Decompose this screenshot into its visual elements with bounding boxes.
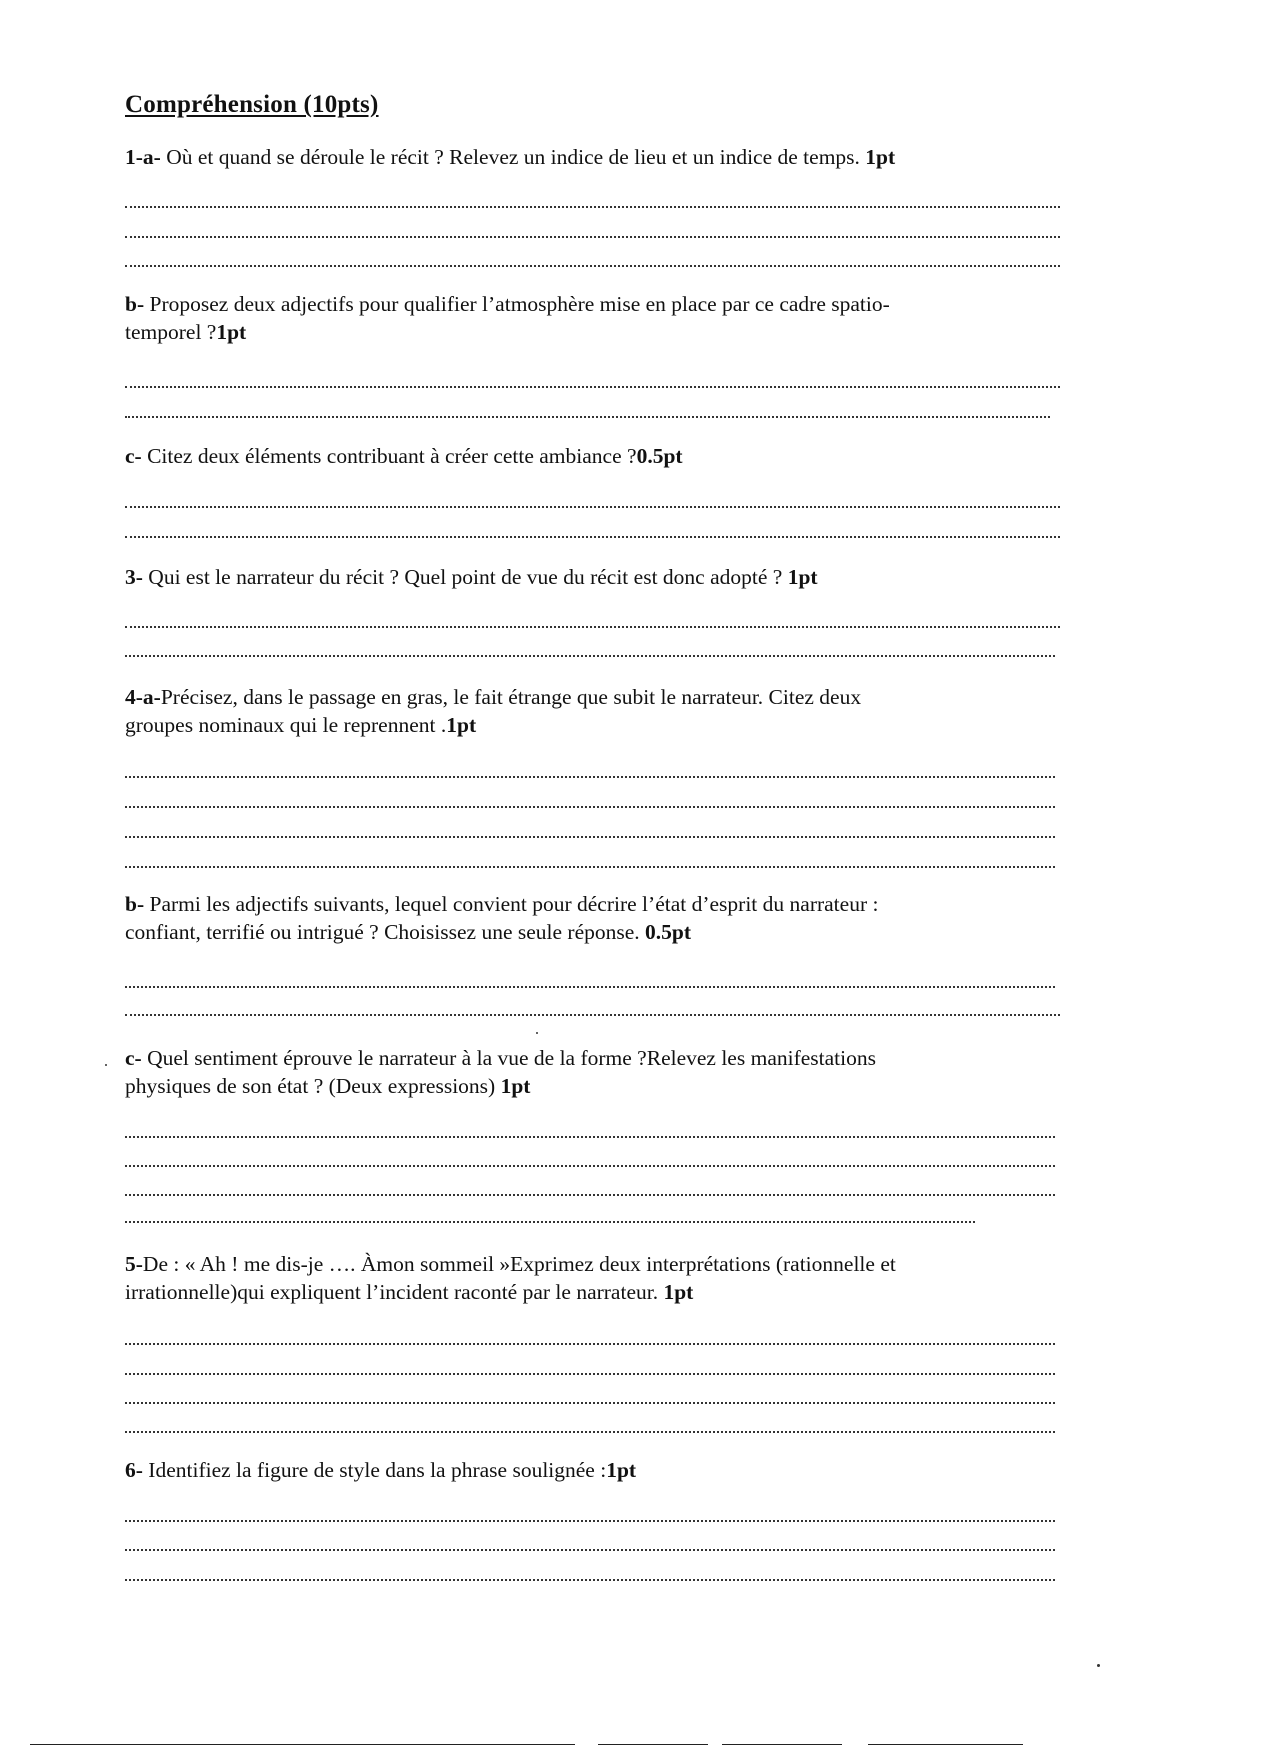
answer-line[interactable] xyxy=(125,649,1055,657)
answer-line[interactable] xyxy=(125,1130,1055,1138)
question-points: 1pt xyxy=(216,320,247,344)
question-points: 1pt xyxy=(446,713,477,737)
question-5-cont xyxy=(125,1278,693,1306)
question-3 xyxy=(125,563,818,591)
question-4b-cont xyxy=(125,918,691,946)
answer-line[interactable] xyxy=(125,1215,975,1223)
question-points: 1pt xyxy=(859,145,896,169)
answer-line[interactable] xyxy=(125,1425,1055,1433)
answer-line[interactable] xyxy=(125,230,1060,238)
question-number: 5- xyxy=(125,1252,143,1276)
answer-line[interactable] xyxy=(125,500,1060,508)
question-number: c- xyxy=(125,1046,142,1070)
question-4c-cont xyxy=(125,1072,530,1100)
question-text: Citez deux éléments contribuant à créer cette ambiance ? xyxy=(141,444,637,468)
answer-line[interactable] xyxy=(125,1159,1055,1167)
question-number: 1-a- xyxy=(125,145,161,169)
question-text: Identifiez la figure de style dans la phrase soulignée : xyxy=(142,1458,607,1482)
question-1b-cont xyxy=(125,318,246,346)
question-number: 6- xyxy=(125,1458,143,1482)
question-6 xyxy=(125,1456,636,1484)
question-points: 0.5pt xyxy=(636,444,683,468)
question-1b xyxy=(125,290,890,318)
answer-line[interactable] xyxy=(125,1188,1055,1196)
question-text: Qui est le narrateur du récit ? Quel point de vue du récit est donc adopté ? xyxy=(142,565,783,589)
answer-line[interactable] xyxy=(125,1008,1060,1016)
answer-line[interactable] xyxy=(125,259,1060,267)
footer-rule xyxy=(598,1744,708,1745)
footer-rule xyxy=(868,1744,1023,1745)
question-text: physiques de son état ? (Deux expressions) xyxy=(125,1074,496,1098)
question-number: 4-a- xyxy=(125,685,161,709)
question-number: b- xyxy=(125,292,145,316)
question-text: Parmi les adjectifs suivants, lequel convient pour décrire l’état d’esprit du narrateur : xyxy=(144,892,879,916)
question-number: c- xyxy=(125,444,142,468)
question-number: b- xyxy=(125,892,145,916)
question-text: temporel ? xyxy=(125,320,217,344)
answer-line[interactable] xyxy=(125,410,1050,418)
question-text: groupes nominaux qui le reprennent . xyxy=(125,713,447,737)
answer-line[interactable] xyxy=(125,1337,1055,1345)
question-text: Où et quand se déroule le récit ? Relevez un indice de lieu et un indice de temps. xyxy=(160,145,860,169)
question-text: Quel sentiment éprouve le narrateur à la vue de la forme ?Relevez les manifestations xyxy=(141,1046,876,1070)
answer-line[interactable] xyxy=(125,1573,1055,1581)
answer-line[interactable] xyxy=(125,1367,1055,1375)
question-text: Proposez deux adjectifs pour qualifier l’atmosphère mise en place par ce cadre spatio- xyxy=(144,292,890,316)
question-points: 1pt xyxy=(495,1074,531,1098)
question-points: 1pt xyxy=(658,1280,694,1304)
answer-line[interactable] xyxy=(125,1543,1055,1551)
scan-speck xyxy=(536,1032,538,1034)
answer-line[interactable] xyxy=(125,860,1055,868)
question-1a xyxy=(125,143,895,171)
scan-speck xyxy=(1097,1664,1100,1667)
answer-line[interactable] xyxy=(125,800,1055,808)
question-1c xyxy=(125,442,683,470)
footer-rule xyxy=(722,1744,842,1745)
answer-line[interactable] xyxy=(125,530,1060,538)
question-text: Précisez, dans le passage en gras, le fait étrange que subit le narrateur. Citez deux xyxy=(160,685,862,709)
question-points: 1pt xyxy=(782,565,818,589)
question-4c xyxy=(125,1044,876,1072)
question-5 xyxy=(125,1250,896,1278)
answer-line[interactable] xyxy=(125,1514,1055,1522)
question-4a xyxy=(125,683,861,711)
footer-rule xyxy=(30,1744,575,1745)
answer-line[interactable] xyxy=(125,830,1055,838)
question-4b xyxy=(125,890,878,918)
question-number: 3- xyxy=(125,565,143,589)
question-text: De : « Ah ! me dis-je …. Àmon sommeil »Exprimez deux interprétations (rationnelle et xyxy=(142,1252,896,1276)
scan-speck xyxy=(105,1064,107,1066)
question-points: 0.5pt xyxy=(639,920,692,944)
section-title: Compréhension (10pts) xyxy=(125,91,379,118)
answer-line[interactable] xyxy=(125,200,1060,208)
question-4a-cont xyxy=(125,711,476,739)
answer-line[interactable] xyxy=(125,380,1060,388)
question-text: irrationnelle)qui expliquent l’incident raconté par le narrateur. xyxy=(125,1280,659,1304)
question-points: 1pt xyxy=(606,1458,637,1482)
answer-line[interactable] xyxy=(125,770,1055,778)
answer-line[interactable] xyxy=(125,980,1055,988)
answer-line[interactable] xyxy=(125,620,1060,628)
answer-line[interactable] xyxy=(125,1396,1055,1404)
question-text: confiant, terrifié ou intrigué ? Choisissez une seule réponse. xyxy=(125,920,640,944)
